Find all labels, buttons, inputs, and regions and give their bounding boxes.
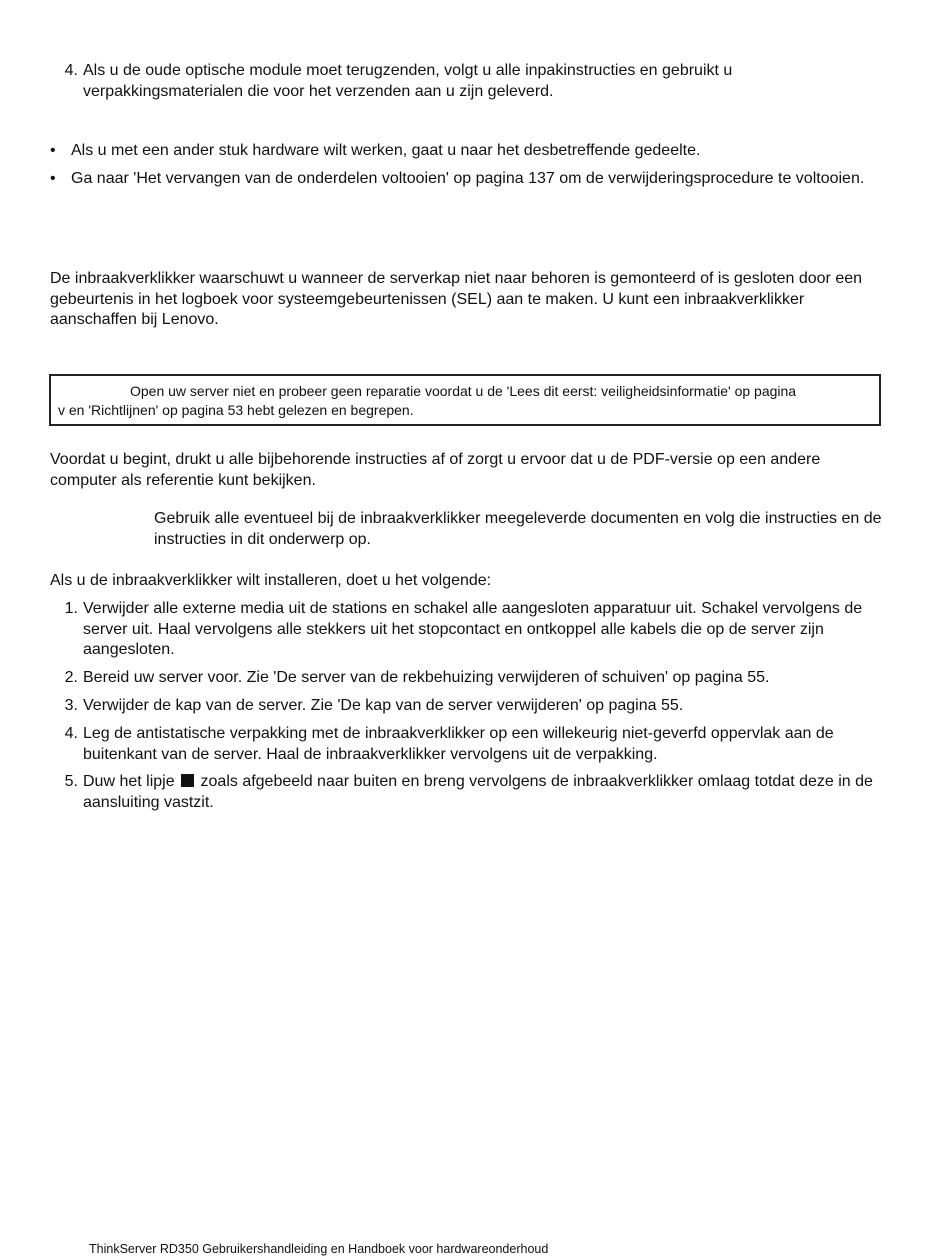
- step-number: 4.: [64, 725, 78, 742]
- bullet-text: Als u met een ander stuk hardware wilt werken, gaat u naar het desbetreffende gedeelte.: [71, 142, 701, 159]
- list-item-step-4: [58, 724, 873, 765]
- bullet-text: Ga naar 'Het vervangen van de onderdelen voltooien' op pagina 137 om de verwijderingsprocedure te voltooien.: [71, 170, 865, 187]
- step-text: Verwijder alle externe media uit de stations en schakel alle aangesloten apparatuur uit. Schakel vervolgens de server uit. Haal vervolgens alle stekkers uit het stopcontact en ontkoppel alle kabels die op de server zijn aangesloten.: [83, 600, 863, 658]
- bullet-item-complete-replacement: [50, 169, 865, 190]
- before-begin-paragraph: Voordat u begint, drukt u alle bijbehorende instructies af of zorgt u ervoor dat u de PDF-versie op een andere computer als referentie kunt bekijken.: [50, 451, 821, 489]
- list-item-step-3: [58, 696, 873, 717]
- list-item-step-2: [58, 668, 873, 689]
- list-item-step-1: [58, 599, 873, 661]
- step-text: Bereid uw server voor. Zie 'De server van de rekbehuizing verwijderen of schuiven' op pagina 55.: [83, 669, 770, 686]
- safety-notice-box: [49, 374, 881, 426]
- notice-line-2: v en 'Richtlijnen' op pagina 53 hebt gelezen en begrepen.: [58, 401, 414, 418]
- list-item-top-step-4: [58, 61, 873, 102]
- bullet-symbol: •: [50, 142, 56, 159]
- page-footer: ThinkServer RD350 Gebruikershandleiding en Handboek voor hardwareonderhoud: [89, 1242, 549, 1256]
- step-text-before: Duw het lipje: [83, 773, 175, 790]
- install-intro: Als u de inbraakverklikker wilt installeren, doet u het volgende:: [50, 572, 492, 589]
- step-number: 3.: [64, 697, 78, 714]
- list-item-step-5: [58, 772, 873, 813]
- step-number: 4.: [64, 62, 78, 79]
- callout-marker-icon: [181, 774, 194, 787]
- step-number: 1.: [64, 600, 78, 617]
- attention-paragraph: [50, 509, 885, 550]
- step-number: 5.: [64, 773, 78, 790]
- step-text: Verwijder de kap van de server. Zie 'De kap van de server verwijderen' op pagina 55.: [83, 697, 684, 714]
- bullet-symbol: •: [50, 170, 56, 187]
- notice-line-1: Open uw server niet en probeer geen reparatie voordat u de 'Lees dit eerst: veiligheidsinformatie' op pagina: [130, 383, 797, 399]
- attention-text: Gebruik alle eventueel bij de inbraakverklikker meegeleverde documenten en volg die instructies en de instructies in dit onderwerp op.: [154, 510, 882, 548]
- intro-paragraph: De inbraakverklikker waarschuwt u wanneer de serverkap niet naar behoren is gemonteerd of is gesloten door een gebeurtenis in het logboek voor systeemgebeurtenissen (SEL) aan te maken. U kunt een inbraakverklikker aanschaffen bij Lenovo.: [50, 270, 863, 328]
- step-text: Als u de oude optische module moet terugzenden, volgt u alle inpakinstructies en gebruikt u verpakkingsmaterialen die voor het verzenden aan u zijn geleverd.: [83, 62, 733, 100]
- bullet-item-other-hardware: [50, 141, 865, 162]
- step-text-after: zoals afgebeeld naar buiten en breng vervolgens de inbraakverklikker omlaag totdat deze in de aansluiting vastzit.: [83, 773, 873, 811]
- step-number: 2.: [64, 669, 78, 686]
- step-text: [83, 772, 873, 813]
- step-text: Leg de antistatische verpakking met de inbraakverklikker op een willekeurig niet-geverfd oppervlak aan de buitenkant van de server. Haal de inbraakverklikker vervolgens uit de verpakking.: [83, 725, 834, 763]
